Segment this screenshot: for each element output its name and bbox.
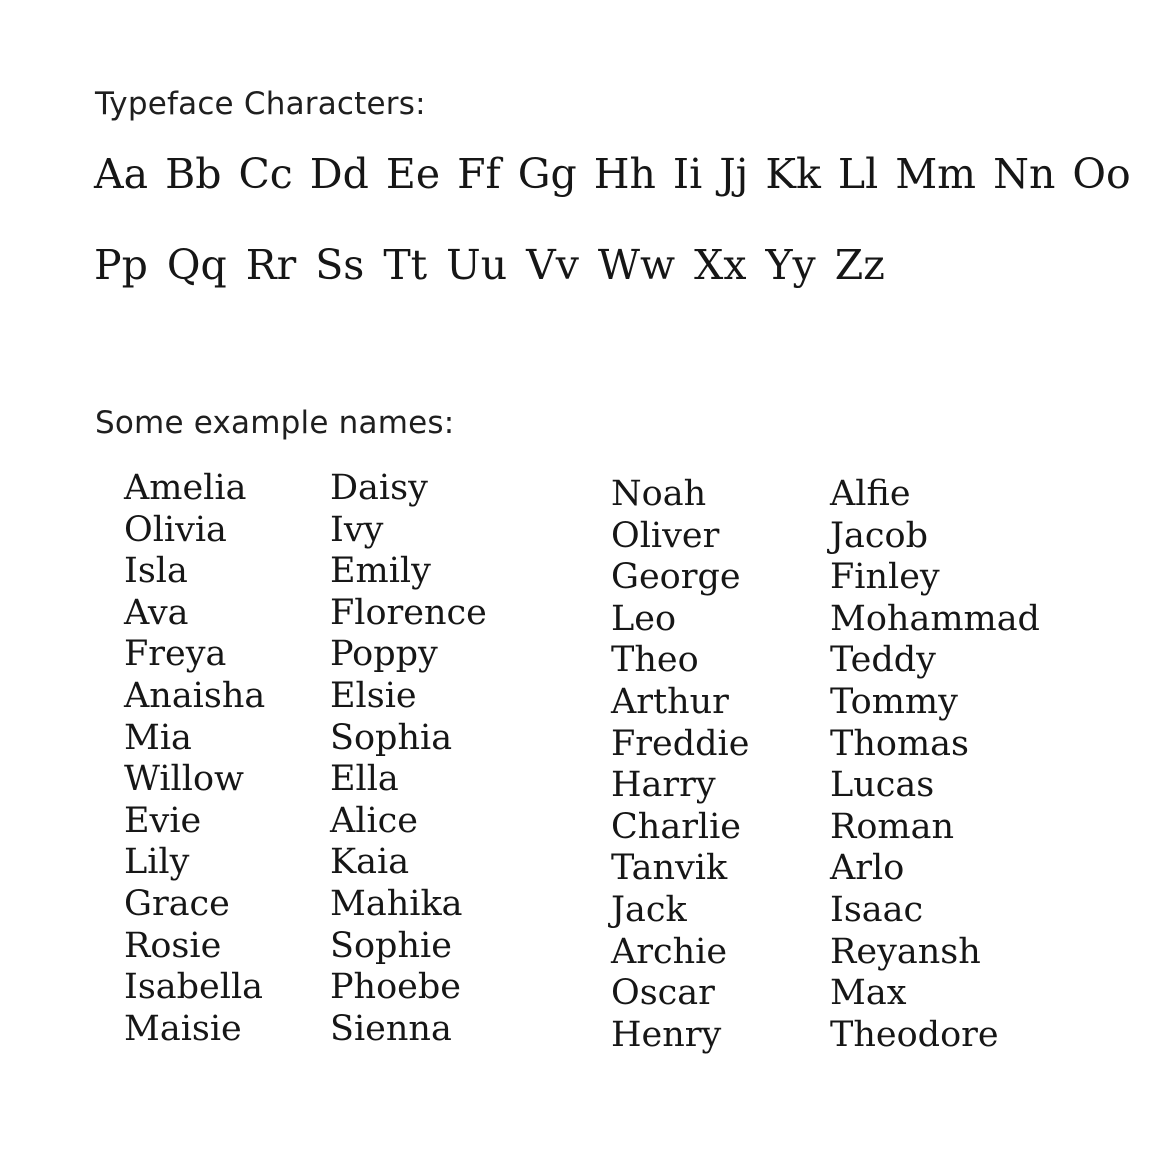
name-item: Maisie — [124, 1008, 242, 1049]
letter-pair: Mm — [895, 150, 977, 198]
letter-pair: Pp — [94, 241, 148, 289]
letter-pair: Qq — [166, 241, 227, 289]
name-item: Poppy — [330, 634, 438, 675]
name-item: Sophie — [330, 925, 452, 966]
letter-pair: Vv — [526, 241, 579, 289]
letter-pair: Oo — [1072, 150, 1131, 198]
letter-pair: Ii — [672, 150, 703, 198]
name-item: Tommy — [830, 681, 958, 722]
name-item: Reyansh — [830, 931, 981, 972]
name-item: Isaac — [830, 889, 924, 930]
name-item: Charlie — [611, 806, 742, 847]
name-item: Amelia — [124, 468, 247, 508]
name-item: Arlo — [830, 848, 905, 889]
names-column-4 — [830, 474, 1040, 1056]
name-item: Tanvik — [611, 848, 728, 889]
letter-pair: Kk — [765, 150, 821, 198]
name-item: Finley — [830, 557, 940, 598]
names-column-2 — [330, 468, 487, 1050]
name-item: Anaisha — [124, 675, 266, 716]
letter-pair: Tt — [383, 241, 428, 289]
name-item: Oscar — [611, 973, 715, 1014]
letter-pair: Rr — [245, 241, 297, 289]
name-item: Alice — [330, 800, 418, 841]
name-item: Willow — [124, 759, 244, 800]
name-item: Lucas — [830, 765, 935, 806]
name-item: Arthur — [611, 681, 729, 722]
letter-pair: Ee — [385, 150, 441, 198]
name-item: Mohammad — [830, 598, 1040, 639]
name-item: Ivy — [330, 509, 384, 550]
name-item: Emily — [330, 551, 431, 592]
name-item: Freddie — [611, 723, 750, 764]
letter-pair: Bb — [165, 150, 222, 198]
names-column-3 — [611, 474, 749, 1056]
name-item: Rosie — [124, 925, 222, 966]
name-item: Ella — [330, 759, 399, 800]
name-item: Oliver — [611, 515, 720, 556]
name-item: Evie — [124, 800, 202, 841]
name-item: Kaia — [330, 842, 410, 883]
name-item: Sophia — [330, 717, 453, 758]
letter-pair: Ll — [837, 150, 879, 198]
name-item: Theo — [611, 640, 699, 681]
name-item: Roman — [830, 806, 955, 847]
letter-pair: Ss — [315, 241, 365, 289]
typeface-characters-heading: Typeface Characters: — [95, 86, 426, 122]
letter-pair: Uu — [446, 241, 508, 289]
name-item: Sienna — [330, 1008, 452, 1049]
name-item: Olivia — [124, 509, 227, 550]
letter-pair: Dd — [309, 150, 369, 198]
name-item: Alfie — [830, 474, 911, 514]
name-item: Noah — [611, 474, 707, 514]
letter-pair: Gg — [517, 150, 577, 198]
name-item: Grace — [124, 883, 230, 924]
example-names-heading: Some example names: — [95, 405, 455, 441]
name-item: Lily — [124, 842, 190, 883]
name-item: Ava — [124, 592, 189, 633]
name-item: Teddy — [830, 640, 936, 681]
name-item: Freya — [124, 634, 227, 675]
names-column-1 — [124, 468, 265, 1050]
name-item: Isla — [124, 551, 188, 592]
name-item: Florence — [330, 592, 487, 633]
letter-pair: Xx — [694, 241, 747, 289]
alphabet-row-2 — [94, 241, 885, 289]
name-item: Thomas — [830, 723, 969, 764]
letter-pair: Cc — [238, 150, 293, 198]
name-item: Mahika — [330, 883, 463, 924]
name-item: George — [611, 557, 741, 598]
name-item: Max — [830, 973, 907, 1014]
name-item: Elsie — [330, 675, 417, 716]
name-item: Archie — [611, 931, 728, 972]
name-item: Jack — [611, 889, 687, 930]
letter-pair: Aa — [94, 150, 149, 198]
name-item: Theodore — [830, 1014, 999, 1055]
name-item: Isabella — [124, 967, 264, 1008]
letter-pair: Ww — [597, 241, 676, 289]
name-item: Daisy — [330, 468, 428, 508]
letter-pair: Hh — [593, 150, 656, 198]
name-item: Phoebe — [330, 967, 461, 1008]
letter-pair: Yy — [765, 241, 816, 289]
name-item: Mia — [124, 717, 192, 758]
name-item: Harry — [611, 765, 716, 806]
alphabet-row-1 — [94, 150, 1131, 198]
letter-pair: Jj — [719, 150, 749, 198]
letter-pair: Zz — [834, 241, 885, 289]
name-item: Jacob — [830, 515, 928, 556]
letter-pair: Nn — [993, 150, 1056, 198]
name-item: Leo — [611, 598, 677, 639]
letter-pair: Ff — [457, 150, 501, 198]
name-item: Henry — [611, 1014, 722, 1055]
